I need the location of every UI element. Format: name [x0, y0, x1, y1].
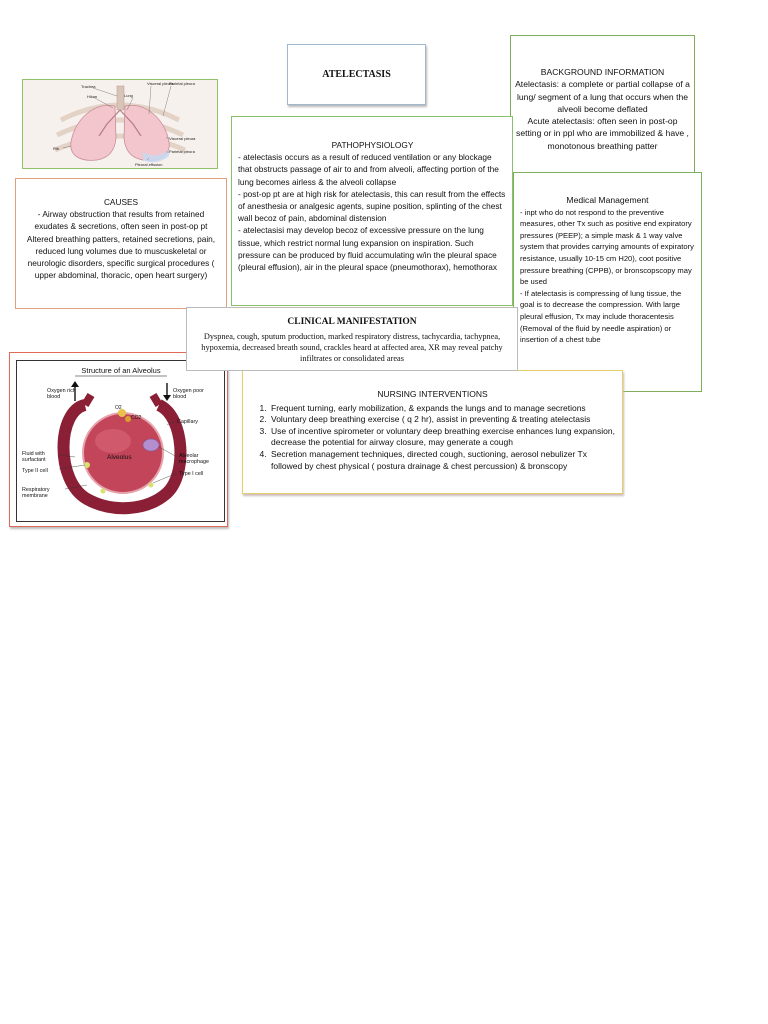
lungs-label: Parietal pleura: [169, 81, 195, 86]
lungs-illustration: [23, 80, 217, 168]
alveolus-label-type2: Type II cell: [22, 468, 48, 474]
nursing-item: 1. Frequent turning, early mobilization, & expands the lungs and to manage secretions: [269, 403, 616, 415]
causes-box: [15, 178, 227, 309]
causes-heading: CAUSES: [103, 197, 139, 207]
alveolus-label-fluid: Fluid with surfactant: [22, 451, 46, 463]
alveolus-label-co2: CO2: [131, 415, 142, 421]
alveolus-illustration: [17, 361, 224, 521]
alveolus-label-macrophage: Alveolar macrophage: [179, 453, 209, 465]
alveolus-figure: [9, 352, 228, 527]
nursing-list: [249, 403, 616, 473]
medical-management-text: - inpt who do not respond to the preventive measures, other Tx such as positive end expiratory pressures (PEEP); a simple mask & 1 way valve system that provides carrying amounts of expiratory resistance, usually 10-15 cm H20), coot positive pressure breathing (CPPB), or bronscopscopy may be used - If atelectasis is compressing of lung tissue, the goal is to decrease the compression. With large pleural effusion, Tx may include thoracentesis (Removal of the fluid by needle aspiration) or insertion of a chest tube: [520, 207, 694, 345]
lungs-label: Visceral pleura: [169, 136, 196, 141]
alveolus-figure-frame: [16, 360, 225, 522]
clinical-heading: CLINICAL MANIFESTATION: [287, 317, 417, 327]
clinical-manifestation-box: [186, 307, 518, 371]
lungs-label: Hilum: [87, 94, 98, 99]
alveolus-label-oxygen-poor: Oxygen poor blood: [173, 388, 204, 400]
alveolus-label-oxygen-rich: Oxygen rich blood: [47, 388, 76, 400]
lungs-figure: [22, 79, 218, 169]
nursing-item: 2. Voluntary deep breathing exercise ( q 2 hr), assist in preventing & treating atelectasis: [269, 414, 616, 426]
background-text: Atelectasis: a complete or partial collapse of a lung/ segment of a lung that occurs when the alveoli become deflated Acute atelectasis: often seen in post-op setting or in ppl who are immobilized & have , monotonous breathing patter: [515, 79, 690, 151]
pathophysiology-heading: PATHOPHYSIOLOGY: [331, 140, 414, 150]
nursing-item: 3. Use of incentive spirometer or voluntary deep breathing exercise enhances lung expansion, decrease the potential for airway closure, may generate a cough: [269, 426, 616, 449]
lungs-label: Trachea: [81, 84, 96, 89]
nursing-item: 4. Secretion management techniques, directed cough, suctioning, aerosol nebulizer Tx followed by chest physical ( postura drainage & chest percussion) & bronscopy: [269, 449, 616, 472]
title-box: [287, 44, 426, 105]
lungs-label: Visceral pleura: [147, 81, 174, 86]
lungs-label: Pleural effusion: [135, 162, 163, 167]
pathophysiology-box: [231, 116, 513, 306]
lungs-label: Lung: [124, 93, 133, 98]
medical-management-heading: Medical Management: [566, 195, 649, 205]
alveolus-label-o2: O2: [115, 405, 122, 411]
nursing-interventions-box: [242, 370, 623, 494]
medical-management-box: [513, 172, 702, 392]
background-heading: BACKGROUND INFORMATION: [540, 67, 665, 77]
causes-text: - Airway obstruction that results from retained exudates & secretions, often seen in post-op pt Altered breathing patters, retained secretions, pain, reduced lung volumes due to muscuskeletal or neurologic disorders, specific surgical procedures ( upper abdominal, thoracic, open heart surgery): [26, 209, 216, 281]
alveolus-label-alveolus: Alveolus: [107, 454, 132, 461]
background-info-box: [510, 35, 695, 185]
alveolus-title: Structure of an Alveolus: [81, 366, 161, 375]
alveolus-label-type1: Type I cell: [179, 471, 204, 477]
page-title: ATELECTASIS: [322, 69, 391, 80]
lungs-label: Parietal pleura: [169, 149, 195, 154]
nursing-heading: NURSING INTERVENTIONS: [377, 389, 488, 399]
alveolus-label-membrane: Respiratory membrane: [22, 487, 50, 499]
pathophysiology-text: - atelectasis occurs as a result of reduced ventilation or any blockage that obstructs passage of air to and from alveoli, affecting portion of the lung becomes airless & the alveoli collapse - post-op pt are at high risk for atelectasis, this can result from the effects of anesthesia or analgesic agents, supine position, splinting of the chest wall becoz of pain, abdominal distension - atelectasisi may develop becoz of excessive pressure on the lung tissue, which restrict normal lung expansion on inspiration. Such pressure can be produced by fluid accumulating w/in the pleural space (pleural effusion), air in the pleural space (pneumothorax), hemothorax: [238, 152, 506, 273]
clinical-text: Dyspnea, cough, sputum production, marked respiratory distress, tachycardia, tachypnea, hypoxemia, decreased breath sound, crackles heard at affected area, XR may reveal patchy infiltrates or consolidated areas: [201, 332, 503, 363]
alveolus-label-capillary: Capillary: [177, 419, 198, 425]
lungs-label: Rib: [53, 146, 60, 151]
